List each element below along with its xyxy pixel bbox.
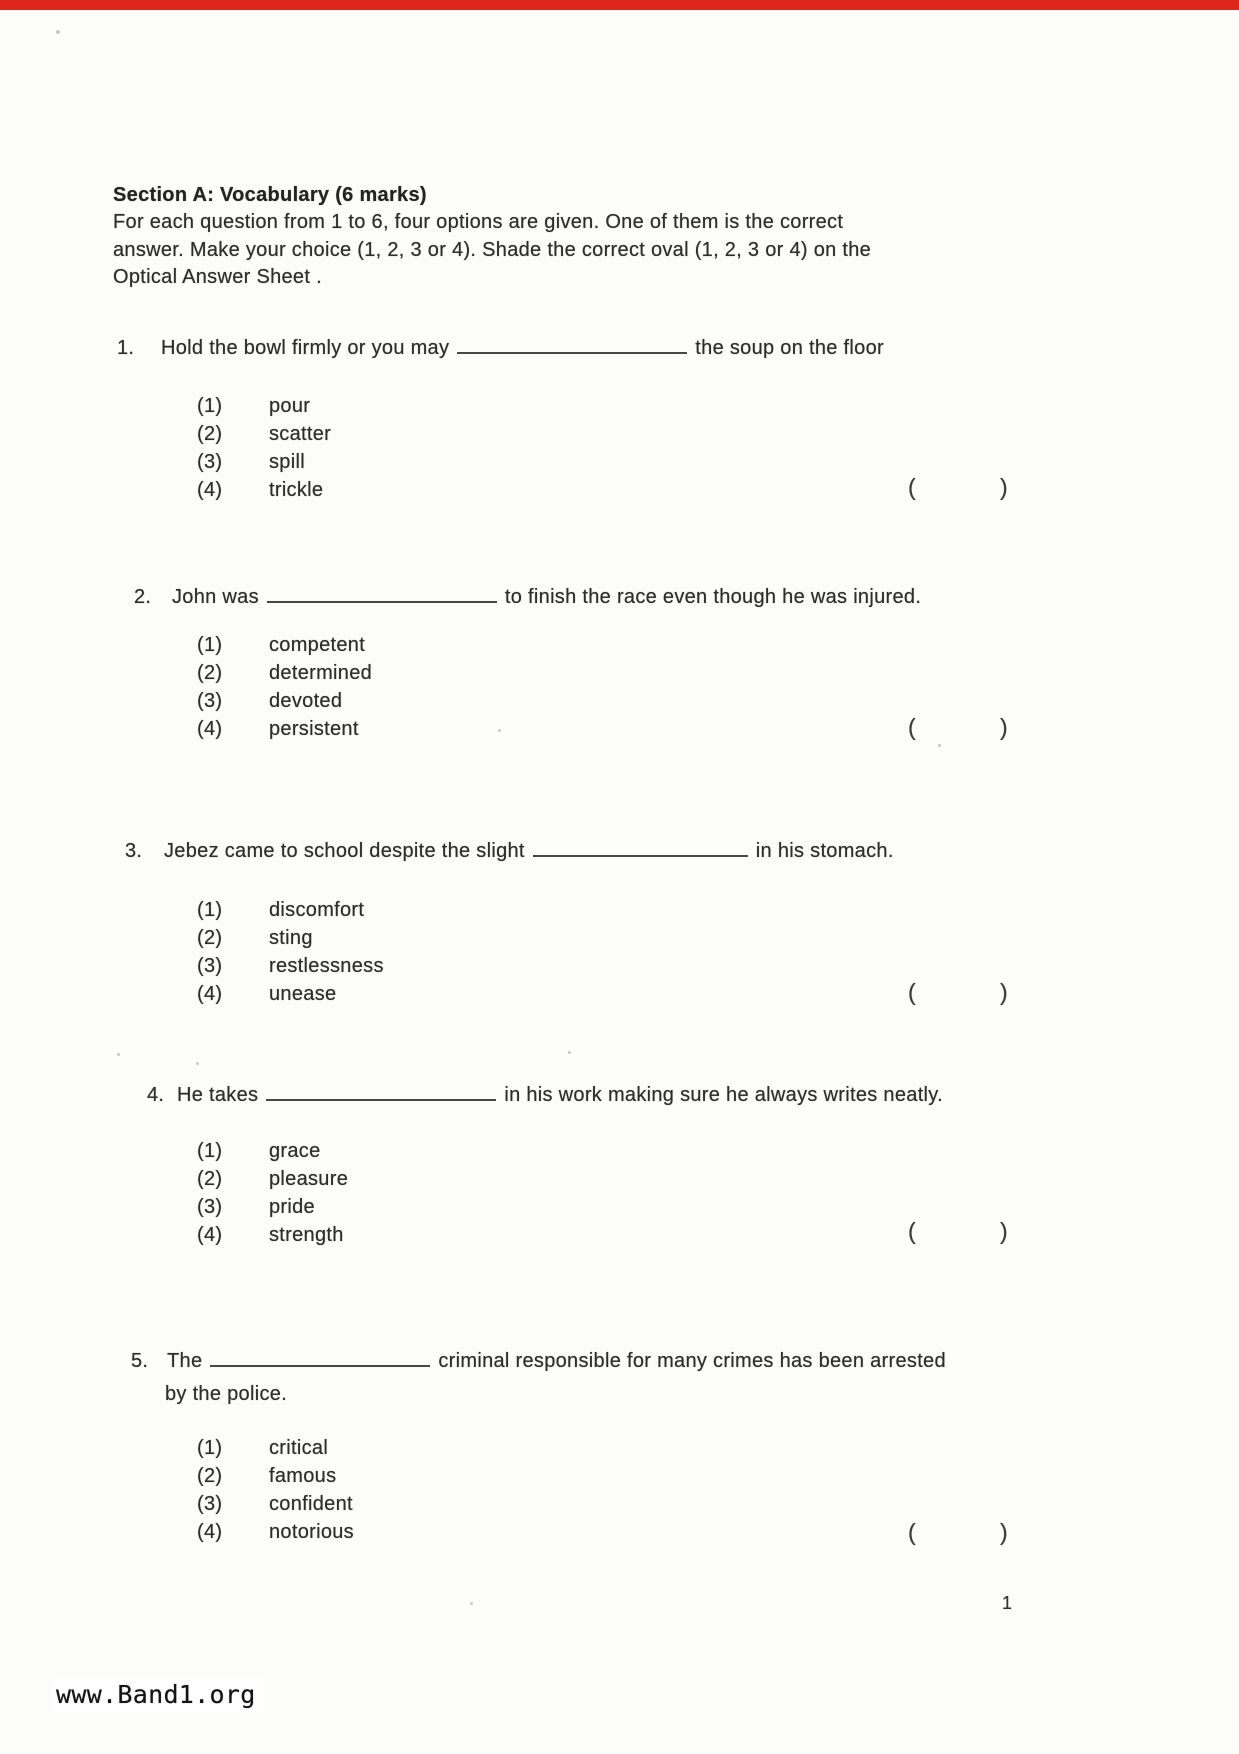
answer-bracket-q2 — [908, 714, 1008, 741]
option-label: trickle — [269, 479, 324, 501]
question-number: 2. — [134, 586, 152, 608]
option-label: restlessness — [269, 955, 384, 977]
option-label: confident — [269, 1493, 353, 1515]
option-label: famous — [269, 1465, 337, 1487]
option-row — [0, 423, 1239, 451]
option-number: (1) — [197, 1437, 223, 1459]
question-5-options — [0, 1437, 1239, 1549]
question-3-options — [0, 899, 1239, 1011]
answer-bracket-q3 — [908, 979, 1008, 1006]
option-row — [0, 451, 1239, 479]
question-text-before: He takes — [177, 1084, 259, 1106]
option-label: critical — [269, 1437, 329, 1459]
question-text — [164, 840, 894, 863]
option-row — [0, 1168, 1239, 1196]
question-number: 1. — [117, 337, 135, 359]
instructions-line-3: Optical Answer Sheet . — [113, 266, 322, 288]
option-number: (2) — [197, 1465, 223, 1487]
option-number: (3) — [197, 1493, 223, 1515]
scan-speck — [117, 1053, 120, 1056]
question-text — [177, 1084, 943, 1107]
option-row — [0, 955, 1239, 983]
answer-bracket-q5 — [908, 1519, 1008, 1546]
bracket-open: ( — [908, 474, 916, 500]
bracket-open: ( — [908, 714, 916, 740]
question-text — [167, 1350, 946, 1373]
answer-blank — [267, 588, 497, 603]
option-label: competent — [269, 634, 366, 656]
option-row — [0, 899, 1239, 927]
scan-speck — [56, 30, 60, 34]
answer-blank — [533, 842, 748, 857]
option-number: (3) — [197, 451, 223, 473]
question-text-after: to finish the race even though he was injured. — [504, 586, 922, 608]
question-number: 5. — [131, 1350, 149, 1372]
option-row — [0, 1493, 1239, 1521]
option-number: (4) — [197, 1521, 223, 1543]
option-number: (1) — [197, 899, 223, 921]
bracket-close: ) — [1000, 474, 1008, 500]
bracket-close: ) — [1000, 1218, 1008, 1244]
option-row — [0, 1437, 1239, 1465]
question-text-after: the soup on the floor — [695, 337, 884, 359]
option-label: determined — [269, 662, 373, 684]
option-number: (4) — [197, 983, 223, 1005]
bracket-open: ( — [908, 1519, 916, 1545]
option-number: (2) — [197, 423, 223, 445]
bracket-open: ( — [908, 1218, 916, 1244]
page-number: 1 — [1002, 1593, 1013, 1613]
option-number: (2) — [197, 662, 223, 684]
question-text — [161, 337, 884, 360]
question-text-after: in his work making sure he always writes neatly. — [504, 1084, 943, 1106]
option-row — [0, 1465, 1239, 1493]
option-label: pour — [269, 395, 311, 417]
option-row — [0, 634, 1239, 662]
bracket-close: ) — [1000, 1519, 1008, 1545]
option-number: (2) — [197, 927, 223, 949]
option-row — [0, 1196, 1239, 1224]
option-number: (3) — [197, 1196, 223, 1218]
question-text-after: in his stomach. — [755, 840, 894, 862]
question-text-before: The — [167, 1350, 203, 1372]
option-row — [0, 718, 1239, 746]
top-red-strip — [0, 0, 1239, 10]
option-number: (3) — [197, 955, 223, 977]
option-number: (4) — [197, 479, 223, 501]
answer-bracket-q4 — [908, 1218, 1008, 1245]
option-row — [0, 395, 1239, 423]
answer-bracket-q1 — [908, 474, 1008, 501]
option-number: (2) — [197, 1168, 223, 1190]
option-label: strength — [269, 1224, 344, 1246]
option-label: grace — [269, 1140, 321, 1162]
bracket-open: ( — [908, 979, 916, 1005]
option-row — [0, 662, 1239, 690]
option-label: pride — [269, 1196, 315, 1218]
scan-speck — [470, 1602, 473, 1605]
option-label: scatter — [269, 423, 332, 445]
option-number: (4) — [197, 1224, 223, 1246]
option-label: notorious — [269, 1521, 354, 1543]
option-number: (4) — [197, 718, 223, 740]
question-text-before: John was — [172, 586, 259, 608]
question-text-after: criminal responsible for many crimes has been arrested — [438, 1350, 946, 1372]
option-label: unease — [269, 983, 337, 1005]
bracket-close: ) — [1000, 979, 1008, 1005]
scan-speck — [196, 1062, 199, 1065]
option-row — [0, 1140, 1239, 1168]
section-header — [113, 181, 953, 292]
option-label: sting — [269, 927, 313, 949]
scan-speck — [498, 729, 501, 732]
option-row — [0, 479, 1239, 507]
question-number: 3. — [125, 840, 143, 862]
answer-blank — [457, 339, 687, 354]
scan-speck — [938, 744, 941, 747]
option-label: persistent — [269, 718, 359, 740]
scan-speck — [568, 1051, 571, 1054]
option-label: discomfort — [269, 899, 365, 921]
option-row — [0, 1521, 1239, 1549]
option-number: (1) — [197, 1140, 223, 1162]
question-2-options — [0, 634, 1239, 746]
option-row — [0, 983, 1239, 1011]
option-label: pleasure — [269, 1168, 349, 1190]
answer-blank — [266, 1086, 496, 1101]
option-number: (1) — [197, 634, 223, 656]
footer-url: www.Band1.org — [52, 1678, 264, 1713]
option-number: (1) — [197, 395, 223, 417]
question-number: 4. — [147, 1084, 165, 1106]
question-4-options — [0, 1140, 1239, 1252]
option-row — [0, 927, 1239, 955]
instructions-line-1: For each question from 1 to 6, four options are given. One of them is the correct — [113, 211, 844, 233]
option-label: spill — [269, 451, 305, 473]
section-title: Section A: Vocabulary (6 marks) — [113, 184, 427, 206]
option-label: devoted — [269, 690, 343, 712]
bracket-close: ) — [1000, 714, 1008, 740]
question-text-before: Hold the bowl firmly or you may — [161, 337, 450, 359]
option-number: (3) — [197, 690, 223, 712]
question-1-options — [0, 395, 1239, 507]
question-text — [172, 586, 921, 609]
question-text-before: Jebez came to school despite the slight — [164, 840, 525, 862]
option-row — [0, 1224, 1239, 1252]
instructions-line-2: answer. Make your choice (1, 2, 3 or 4). Shade the correct oval (1, 2, 3 or 4) on the — [113, 238, 872, 261]
answer-blank — [210, 1352, 430, 1367]
option-row — [0, 690, 1239, 718]
question-text-continued: by the police. — [165, 1383, 288, 1405]
